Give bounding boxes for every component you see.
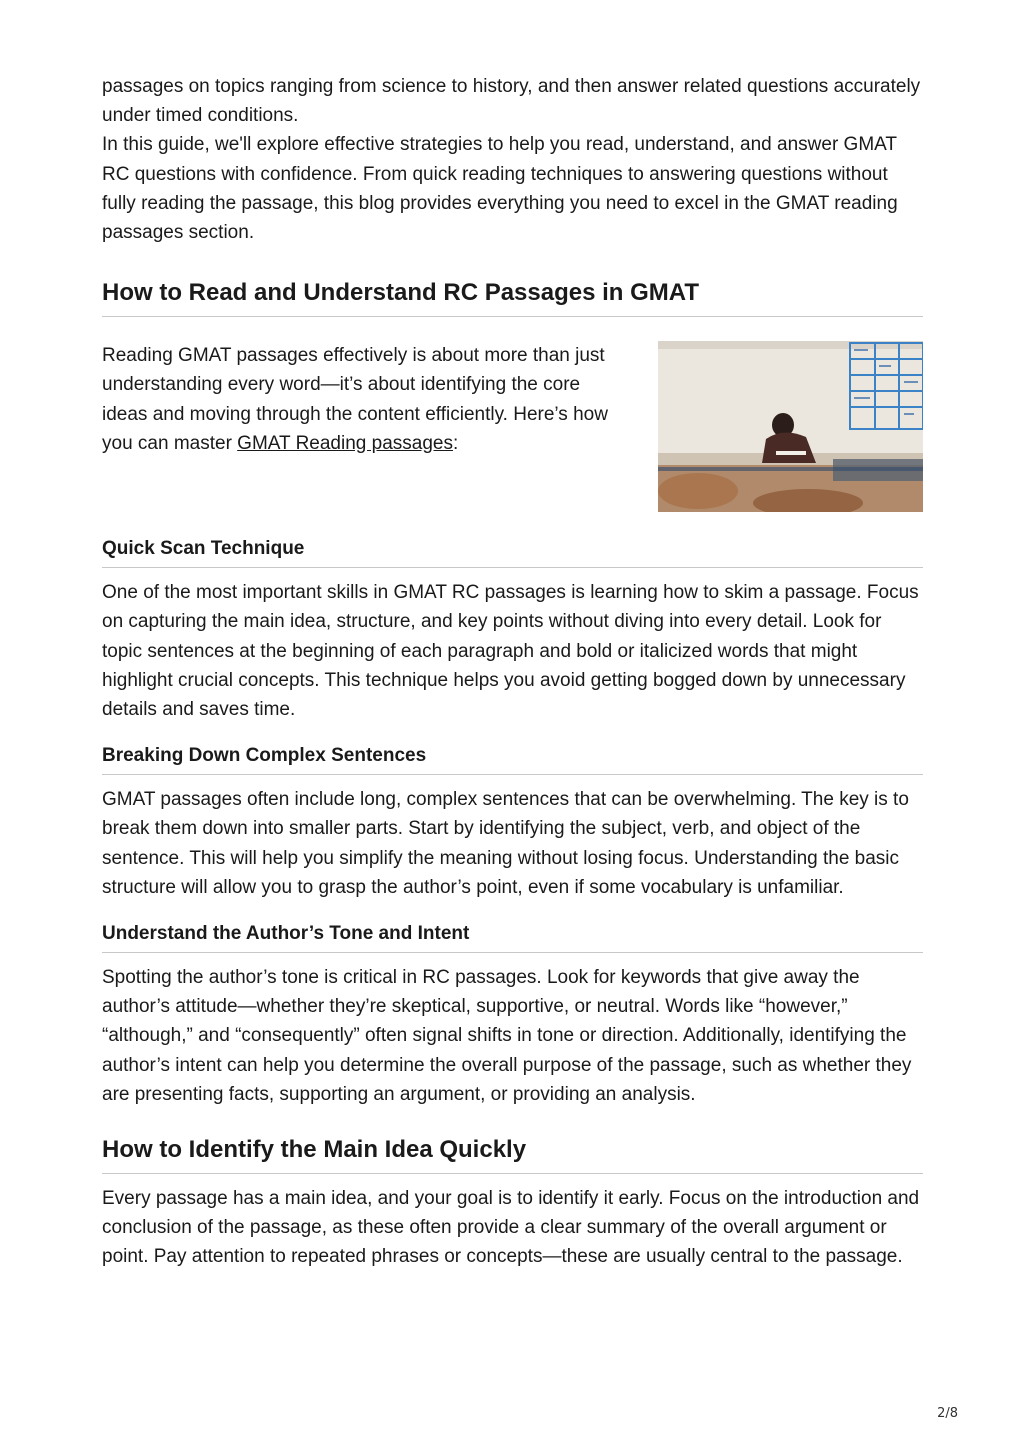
section-paragraph: Every passage has a main idea, and your goal is to identify it early. Focus on the introduction and conclusion of the passage, as these often provide a clear summary of the overall argument or point. Pay attention to repeated phrases or concepts—these are usually central to the passage.	[102, 1188, 920, 1268]
subsection-quick-scan	[102, 537, 923, 724]
subsection-breaking-down	[102, 744, 923, 902]
subsection-heading: Understand the Author’s Tone and Intent	[102, 922, 923, 953]
subsection-paragraph: Spotting the author’s tone is critical in RC passages. Look for keywords that give away the author’s attitude—whether they’re skeptical, supportive, or neutral. Words like “however,” “although,” and “consequently” often signal shifts in tone or direction. Additionally, identifying the author’s intent can help you determine the overall purpose of the passage, such as whether they are presenting facts, supporting an argument, or providing an analysis.	[102, 967, 912, 1105]
page-number: 2/8	[937, 1406, 958, 1421]
subsection-heading: Breaking Down Complex Sentences	[102, 744, 923, 775]
gmat-reading-passages-link[interactable]: GMAT Reading passages	[237, 432, 453, 454]
paragraph-text: Reading GMAT passages effectively is about more than just understanding every word—it’s about identifying the core ideas and moving through the content efficiently. Here’s how you can master	[102, 345, 608, 454]
section-main-idea	[102, 1135, 923, 1272]
student-studying-photo	[658, 341, 923, 512]
intro-paragraph: passages on topics ranging from science to history, and then answer related questions accurately under timed conditions.	[102, 76, 921, 127]
subsection-paragraph: GMAT passages often include long, complex sentences that can be overwhelming. The key is to break them down into smaller parts. Start by identifying the subject, verb, and object of the sentence. This will help you simplify the meaning without losing focus. Understanding the basic structure will allow you to grasp the author’s point, even if some vocabulary is unfamiliar.	[102, 789, 909, 898]
subsection-paragraph: One of the most important skills in GMAT RC passages is learning how to skim a passage. Focus on capturing the main idea, structure, and key points without diving into every detail. Look for topic sentences at the beginning of each paragraph and bold or italicized words that might highlight crucial concepts. This technique helps you avoid getting bogged down by unnecessary details and saves time.	[102, 582, 919, 721]
subsection-heading: Quick Scan Technique	[102, 537, 923, 568]
intro-section	[102, 72, 923, 247]
paragraph-text: :	[452, 432, 459, 454]
section-paragraph	[102, 341, 627, 458]
section-heading: How to Read and Understand RC Passages in GMAT	[102, 278, 923, 317]
section-body	[102, 341, 923, 521]
section-heading: How to Identify the Main Idea Quickly	[102, 1135, 923, 1174]
section-read-understand	[102, 278, 923, 521]
subsection-tone-intent	[102, 922, 923, 1109]
intro-paragraph: In this guide, we'll explore effective strategies to help you read, understand, and answer GMAT RC questions with confidence. From quick reading techniques to answering questions without fully reading the passage, this blog provides everything you need to excel in the GMAT reading passages section.	[102, 134, 898, 244]
document-page	[102, 72, 923, 1272]
